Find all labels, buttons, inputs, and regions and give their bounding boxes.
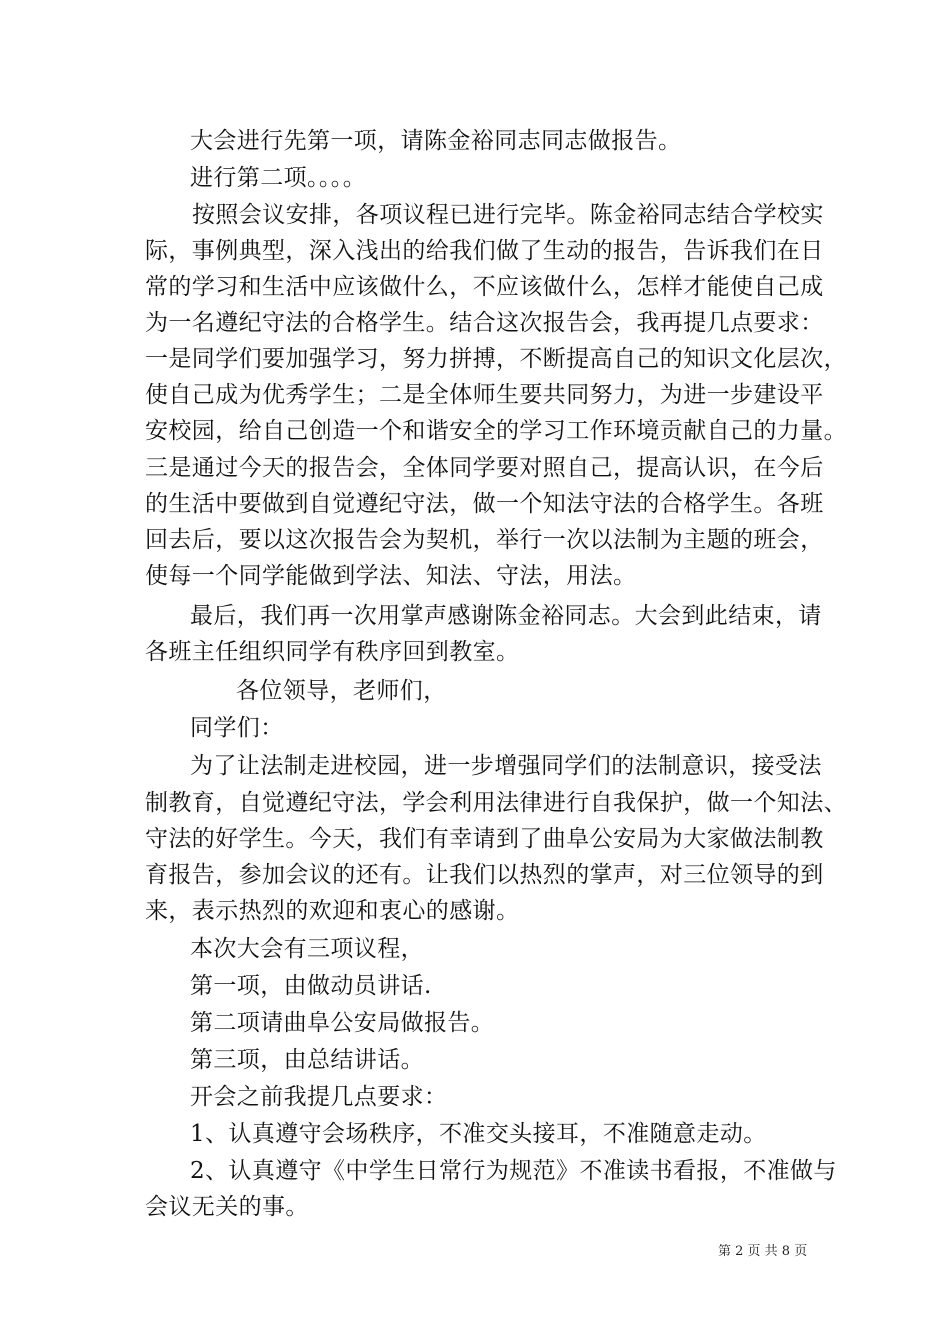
text-line: 进行第二项。。。。	[190, 165, 367, 191]
text-line: 常的学习和生活中应该做什么，不应该做什么，怎样才能使自己成	[145, 274, 824, 300]
text-line: 第一项，由做动员讲话.	[190, 973, 432, 999]
text-line: 制教育，自觉遵纪守法，学会利用法律进行自我保护，做一个知法、	[145, 790, 847, 816]
text-line: 各班主任组织同学有秩序回到教室。	[145, 639, 520, 665]
text-line: 最后，我们再一次用掌声感谢陈金裕同志。大会到此结束，请	[190, 603, 822, 629]
text-line: 际，事例典型，深入浅出的给我们做了生动的报告，告诉我们在日	[145, 238, 824, 264]
text-line: 为了让法制走进校园，进一步增强同学们的法制意识，接受法	[190, 753, 822, 779]
text-line: 会议无关的事。	[145, 1194, 309, 1220]
text-line: 回去后，要以这次报告会为契机，举行一次以法制为主题的班会，	[145, 527, 824, 553]
text-line: 使自己成为优秀学生；二是全体师生要共同努力，为进一步建设平	[145, 382, 824, 408]
text-line: 开会之前我提几点要求：	[190, 1084, 448, 1110]
text-line: 同学们：	[190, 715, 284, 741]
text-line: 第二项请曲阜公安局做报告。	[190, 1010, 495, 1036]
text-line: 按照会议安排，各项议程已进行完毕。陈金裕同志结合学校实	[192, 202, 824, 228]
text-line: 一是同学们要加强学习，努力拼搏，不断提高自己的知识文化层次，	[145, 346, 847, 372]
text-line: 本次大会有三项议程，	[190, 936, 424, 962]
text-line: 育报告，参加会议的还有。让我们以热烈的掌声，对三位领导的到	[145, 862, 824, 888]
text-line: 三是通过今天的报告会，全体同学要对照自己，提高认识，在今后	[145, 455, 824, 481]
text-line: 使每一个同学能做到学法、知法、守法，用法。	[145, 563, 637, 589]
text-line: 第三项，由总结讲话。	[190, 1047, 424, 1073]
text-line: 大会进行先第一项，请陈金裕同志同志做报告。	[190, 128, 682, 154]
text-line: 来，表示热烈的欢迎和衷心的感谢。	[145, 898, 520, 924]
text-line: 守法的好学生。今天，我们有幸请到了曲阜公安局为大家做法制教	[145, 826, 824, 852]
text-line: 为一名遵纪守法的合格学生。结合这次报告会，我再提几点要求：	[145, 310, 824, 336]
page-number: 第 2 页 共 8 页	[718, 1244, 808, 1259]
text-line: 的生活中要做到自觉遵纪守法，做一个知法守法的合格学生。各班	[145, 491, 824, 517]
text-line: 各位领导，老师们，	[236, 678, 447, 704]
text-line: 安校园，给自己创造一个和谐安全的学习工作环境贡献自己的力量。	[145, 418, 847, 444]
text-line: 1、认真遵守会场秩序，不准交头接耳，不准随意走动。	[190, 1121, 767, 1147]
text-line: 2、认真遵守《中学生日常行为规范》不准读书看报，不准做与	[190, 1158, 837, 1184]
